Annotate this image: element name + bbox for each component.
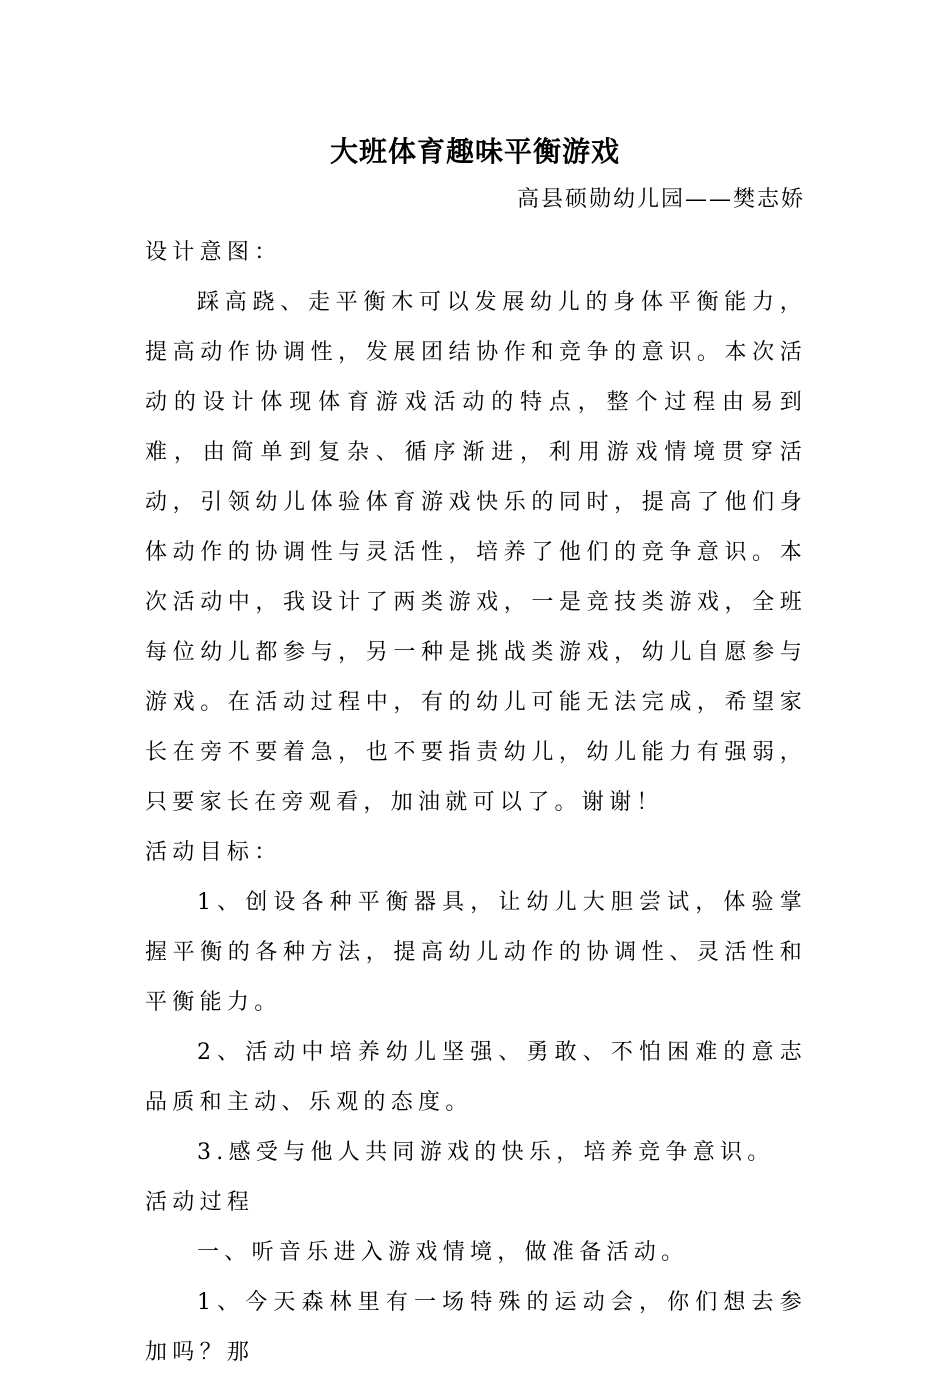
process-step: 一、听音乐进入游戏情境，做准备活动。 [197,1240,689,1265]
document-title: 大班体育趣味平衡游戏 [329,135,620,168]
goal-item: 1、创设各种平衡器具，让幼儿大胆尝试，体验掌握平衡的各种方法，提高幼儿动作的协调性、灵活性和平衡能力。 [145,890,807,1015]
goal-item: 3.感受与他人共同游戏的快乐，培养竞争意识。 [197,1140,775,1165]
process-heading: 活动过程 [145,1190,255,1215]
process-step-item: 1、今天森林里有一场特殊的运动会，你们想去参加吗？那 [145,1290,807,1365]
goal-item: 2、活动中培养幼儿坚强、勇敢、不怕困难的意志品质和主动、乐观的态度。 [145,1040,807,1115]
goals-heading: 活动目标： [145,840,282,865]
design-heading: 设计意图： [145,240,282,265]
document-author: 高县硕勋幼儿园——樊志娇 [516,187,805,212]
design-paragraph: 踩高跷、走平衡木可以发展幼儿的身体平衡能力，提高动作协调性，发展团结协作和竞争的意识。本次活动的设计体现体育游戏活动的特点，整个过程由易到难，由简单到复杂、循序渐进，利用游戏情境贯穿活动，引领幼儿体验体育游戏快乐的同时，提高了他们身体动作的协调性与灵活性，培养了他们的竞争意识。本次活动中，我设计了两类游戏，一是竞技类游戏，全班每位幼儿都参与，另一种是挑战类游戏，幼儿自愿参与游戏。在活动过程中，有的幼儿可能无法完成，希望家长在旁不要着急，也不要指责幼儿，幼儿能力有强弱，只要家长在旁观看，加油就可以了。谢谢！ [145,290,807,815]
document-body [145,228,807,1378]
